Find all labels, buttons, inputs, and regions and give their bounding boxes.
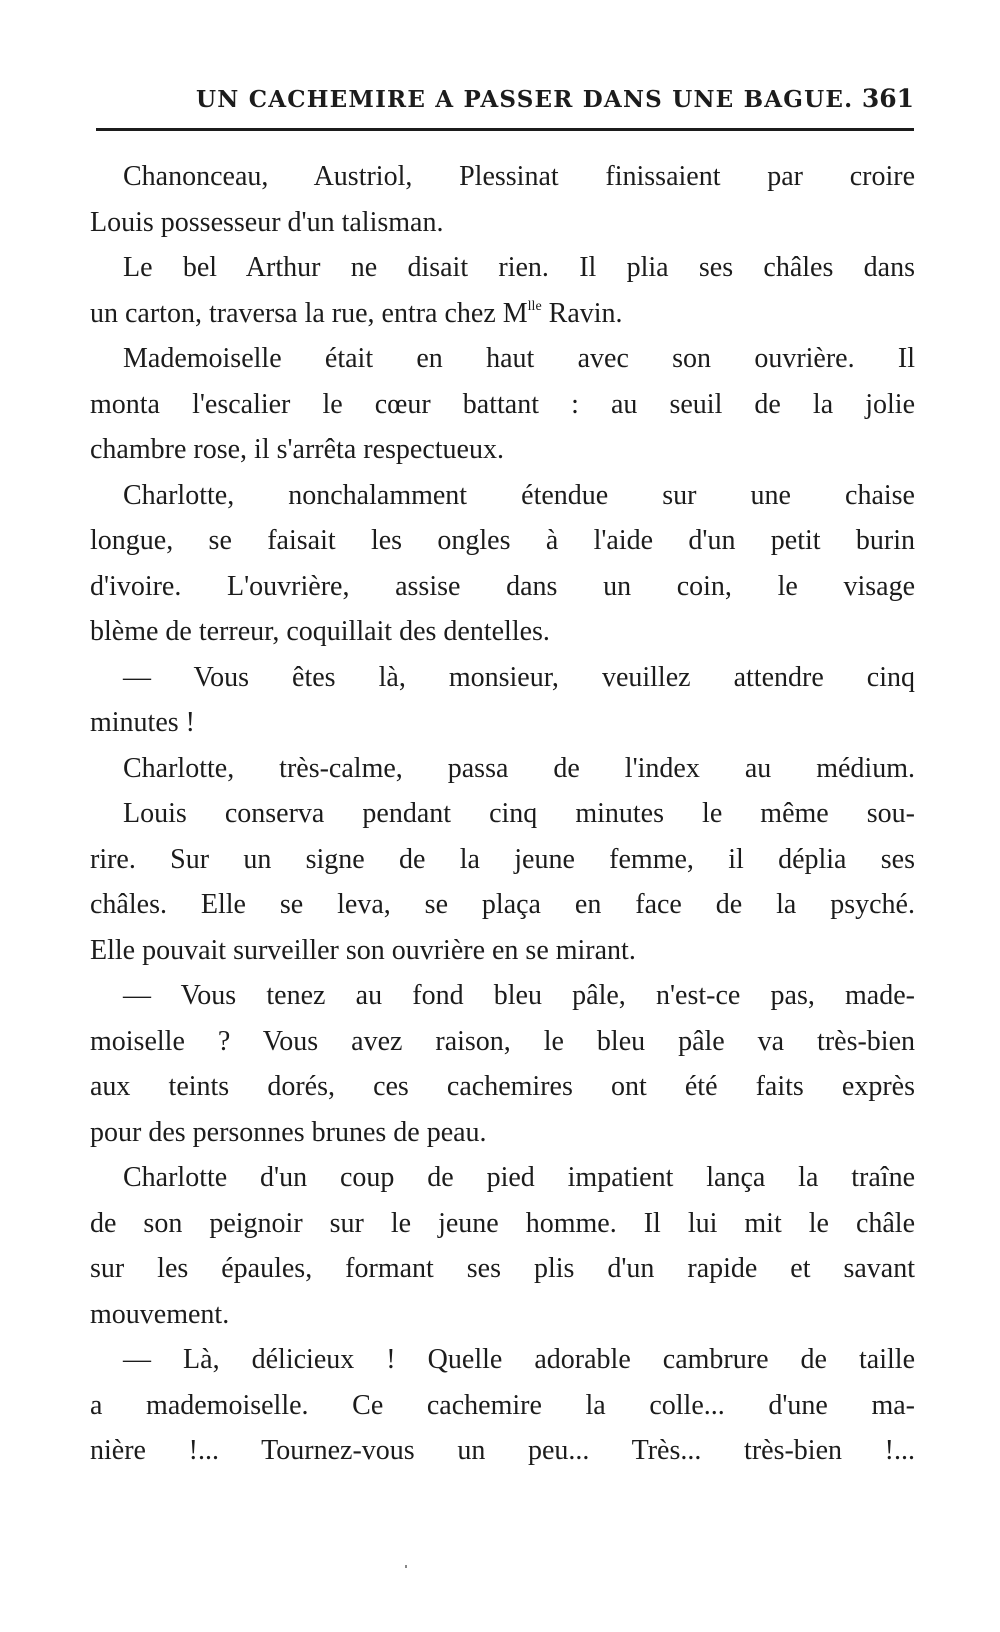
text-line: châles. Elle se leva, se plaça en face de la psyché. [90,889,915,920]
text-line: blème de terreur, coquillait des dentelles. [90,616,550,647]
text-line: un carton, traversa la rue, entra chez $M^{lle}$ Ravin. [90,297,623,329]
header-rule [96,128,914,131]
text-line: monta l'escalier le cœur battant : au seuil de la jolie [90,388,915,420]
text-line: aux teints dorés, ces cachemires ont été faits exprès [90,1071,915,1102]
text-line: — Là, délicieux ! Quelle adorable cambrure de taille [123,1344,915,1375]
text-line: Louis possesseur d'un talisman. [90,206,444,238]
text-line: de son peignoir sur le jeune homme. Il lui mit le châle [90,1207,915,1239]
text-line: mouvement. [90,1298,230,1330]
text-line: chambre rose, il s'arrêta respectueux. [90,434,504,465]
text-line: d'ivoire. L'ouvrière, assise dans un coin, le visage [90,570,915,602]
text-line: rire. Sur un signe de la jeune femme, il déplia ses [90,843,915,875]
text-line: moiselle ? Vous avez raison, le bleu pâle va très-bien [90,1025,915,1057]
text-line: Louis conserva pendant cinq minutes le même sou- [123,798,915,829]
text-line: Elle pouvait surveiller son ouvrière en se mirant. [90,934,636,966]
text-line: Chanonceau, Austriol, Plessinat finissaient par croire [123,161,915,192]
text-line: Charlotte d'un coup de pied impatient lança la traîne [123,1162,915,1193]
text-line: Charlotte, très-calme, passa de l'index au médium. [123,752,915,784]
print-speck [405,1565,407,1568]
text-line: Le bel Arthur ne disait rien. Il plia ses châles dans [123,252,915,283]
text-line: — Vous êtes là, monsieur, veuillez attendre cinq [123,661,915,693]
text-line: longue, se faisait les ongles à l'aide d'un petit burin [90,525,915,556]
text-line: Mademoiselle était en haut avec son ouvrière. Il [123,343,915,374]
running-title: UN CACHEMIRE A PASSER DANS UNE BAGUE. [196,86,854,113]
page-number: 361 [861,84,914,113]
text-line: — Vous tenez au fond bleu pâle, n'est-ce pas, made- [123,980,915,1011]
text-line: Charlotte, nonchalamment étendue sur une chaise [123,479,915,511]
text-line: nière !... Tournez-vous un peu... Très... très-bien !... [90,1435,915,1466]
text-line: sur les épaules, formant ses plis d'un rapide et savant [90,1253,915,1284]
page-header [90,80,916,120]
text-line: pour des personnes brunes de peau. [90,1116,487,1148]
body-text [90,154,915,1474]
text-line: minutes ! [90,707,195,738]
text-line: a mademoiselle. Ce cachemire la colle... d'une ma- [90,1389,915,1421]
